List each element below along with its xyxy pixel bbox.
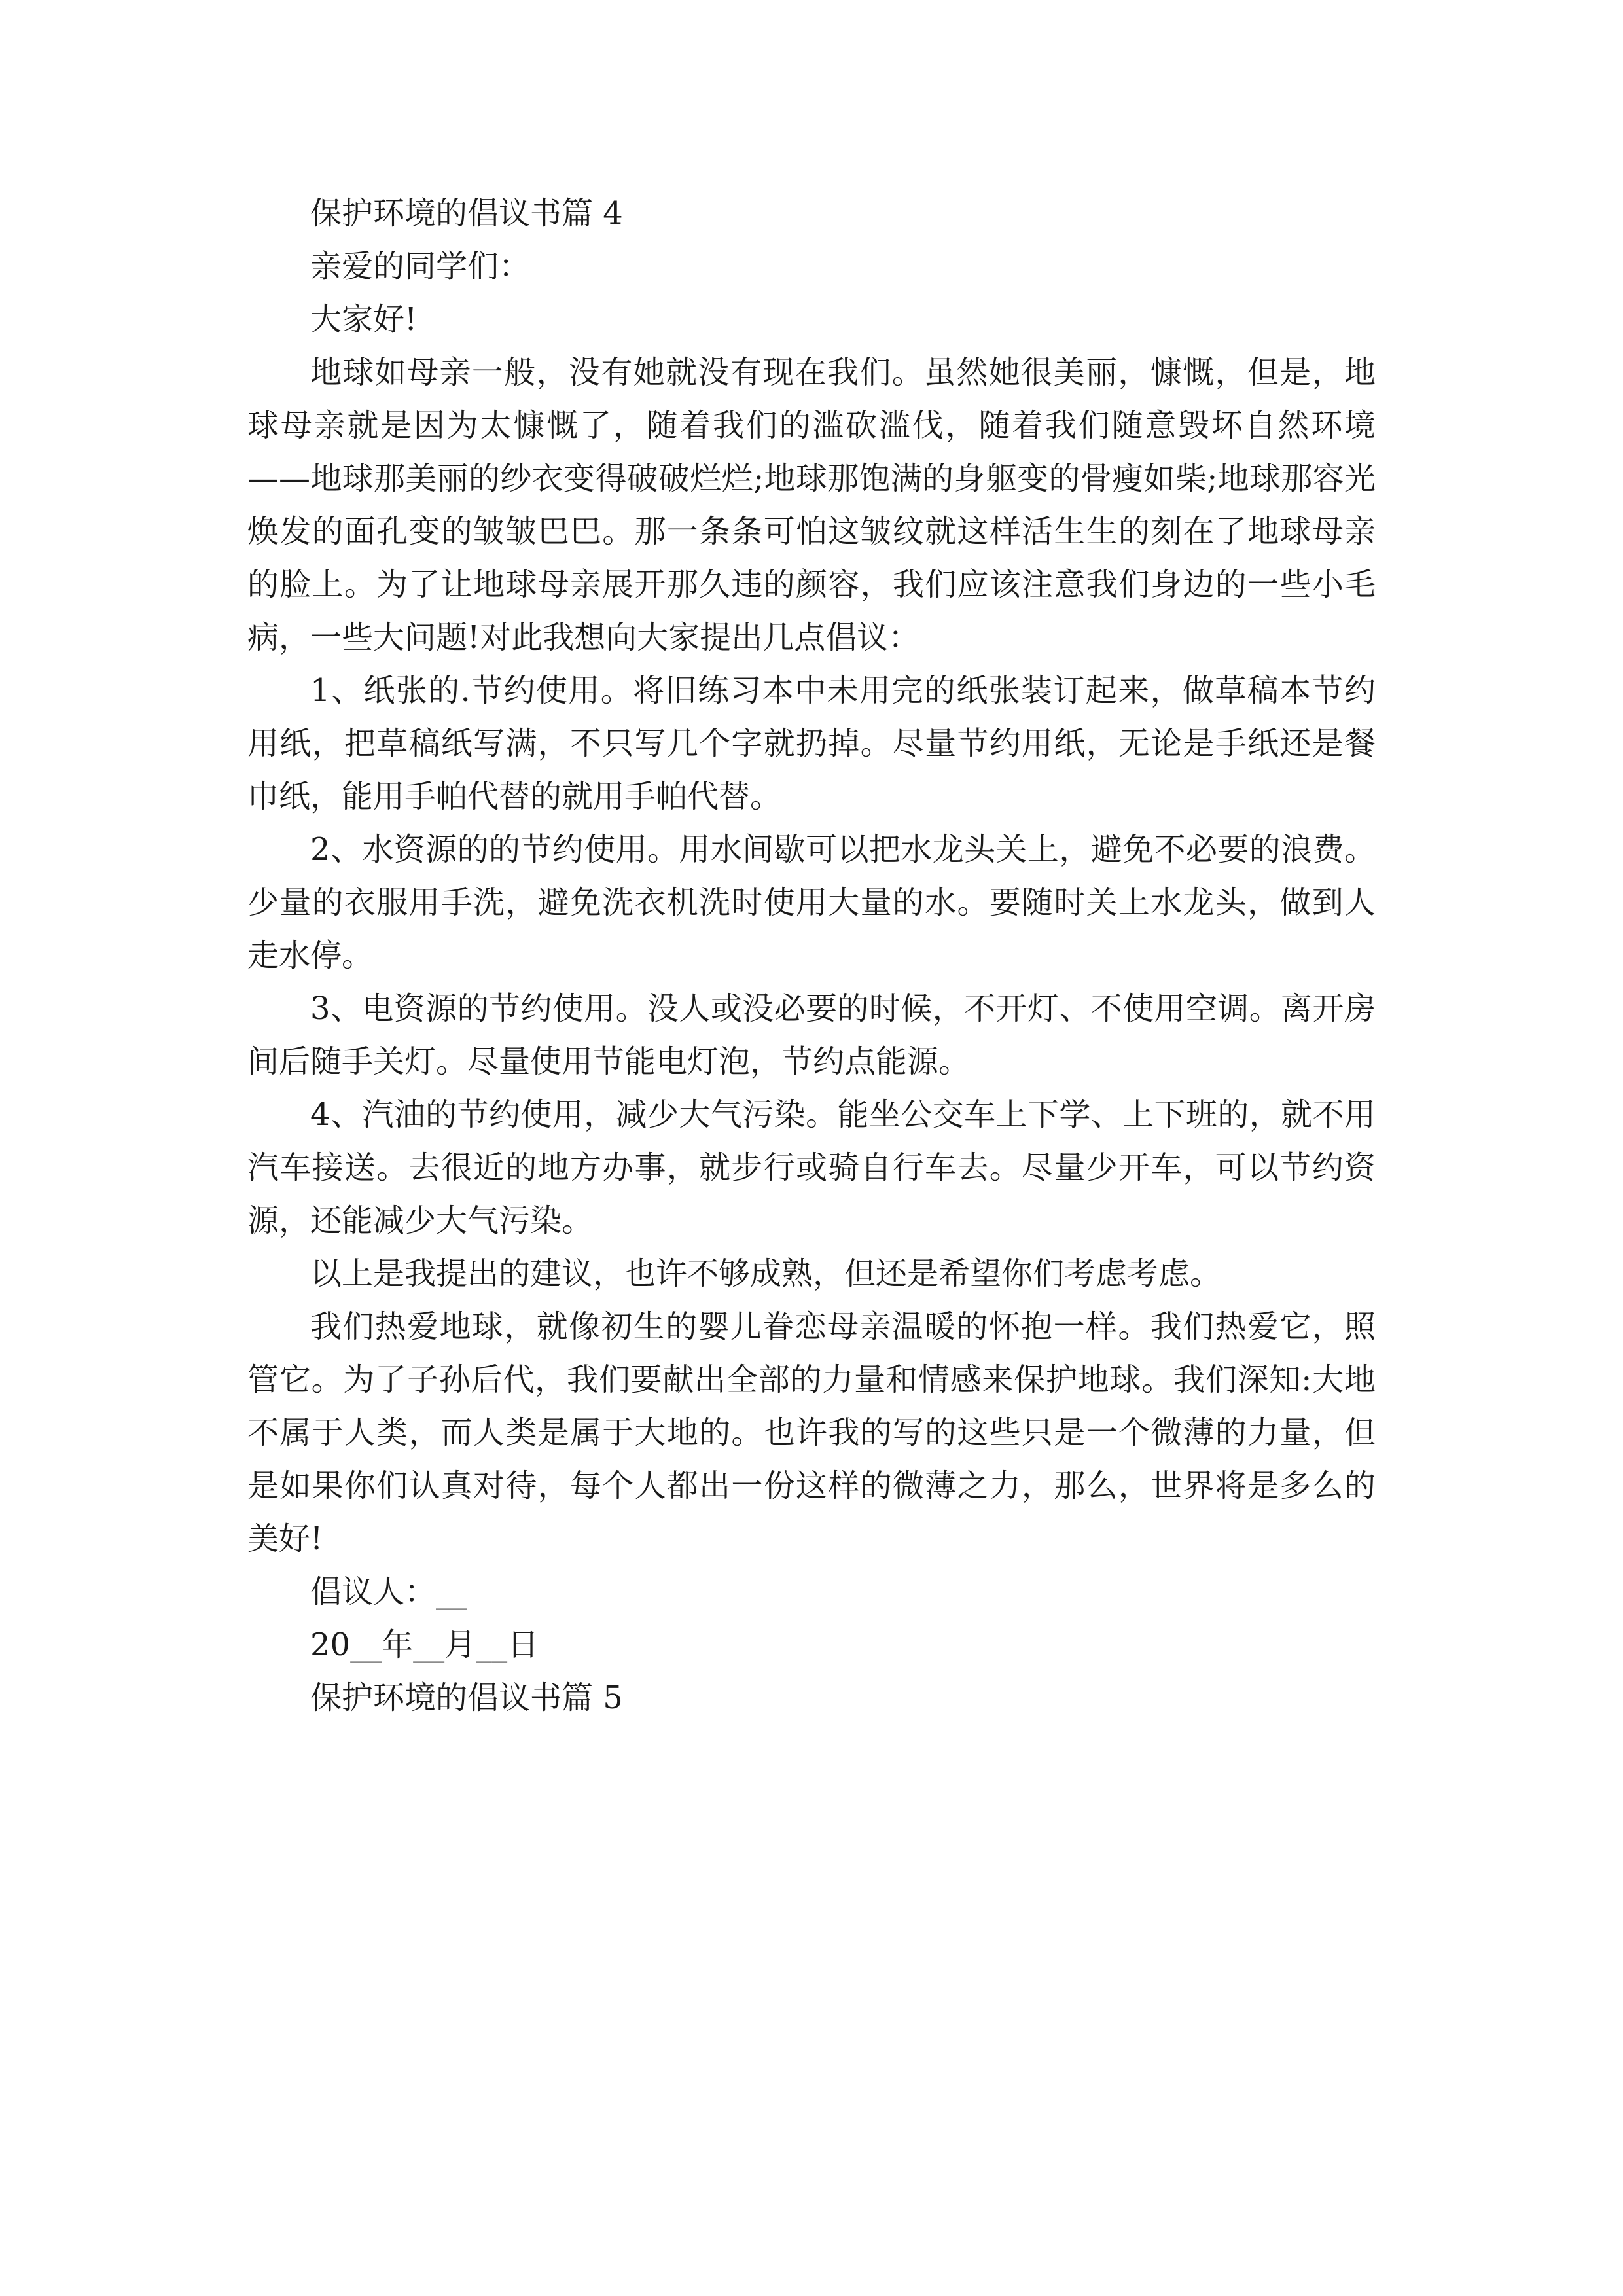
proposal-item-2: 2、水资源的的节约使用。用水间歇可以把水龙头关上，避免不必要的浪费。少量的衣服用手洗，避免洗衣机洗时使用大量的水。要随时关上水龙头，做到人走水停。	[247, 831, 1376, 974]
intro-paragraph: 地球如母亲一般，没有她就没有现在我们。虽然她很美丽，慷慨，但是，地球母亲就是因为太慷慨了，随着我们的滥砍滥伐，随着我们随意毁坏自然环境——地球那美丽的纱衣变得破破烂烂;地球那饱满的身躯变的骨瘦如柴;地球那容光焕发的面孔变的皱皱巴巴。那一条条可怕这皱纹就这样活生生的刻在了地球母亲的脸上。为了让地球母亲展开那久违的颜容，我们应该注意我们身边的一些小毛病，一些大问题!对此我想向大家提出几点倡议：	[247, 354, 1376, 656]
salutation: 亲爱的同学们：	[310, 248, 531, 285]
closing-paragraph: 我们热爱地球，就像初生的婴儿眷恋母亲温暖的怀抱一样。我们热爱它，照管它。为了子孙后代，我们要献出全部的力量和情感来保护地球。我们深知:大地不属于人类，而人类是属于大地的。也许我的写的这些只是一个微薄的力量，但是如果你们认真对待，每个人都出一份这样的微薄之力，那么，世界将是多么的美好!	[247, 1308, 1376, 1557]
section-heading-5: 保护环境的倡议书篇 5	[310, 1679, 623, 1716]
section-heading-4: 保护环境的倡议书篇 4	[310, 195, 623, 232]
summary-paragraph: 以上是我提出的建议，也许不够成熟，但还是希望你们考虑考虑。	[310, 1255, 1222, 1292]
greeting: 大家好!	[310, 301, 418, 338]
proposal-item-3: 3、电资源的节约使用。没人或没必要的时候，不开灯、不使用空调。离开房间后随手关灯。尽量使用节能电灯泡，节约点能源。	[247, 990, 1376, 1080]
signature-line: 倡议人：__	[310, 1573, 468, 1610]
proposal-item-1: 1、纸张的.节约使用。将旧练习本中未用完的纸张装订起来，做草稿本节约用纸，把草稿纸写满，不只写几个字就扔掉。尽量节约用纸，无论是手纸还是餐巾纸，能用手帕代替的就用手帕代替。	[247, 672, 1376, 815]
proposal-item-4: 4、汽油的节约使用，减少大气污染。能坐公交车上下学、上下班的，就不用汽车接送。去很近的地方办事，就步行或骑自行车去。尽量少开车，可以节约资源，还能减少大气污染。	[247, 1096, 1376, 1239]
date-line: 20__年__月__日	[310, 1626, 539, 1663]
document-body	[247, 187, 1376, 1725]
